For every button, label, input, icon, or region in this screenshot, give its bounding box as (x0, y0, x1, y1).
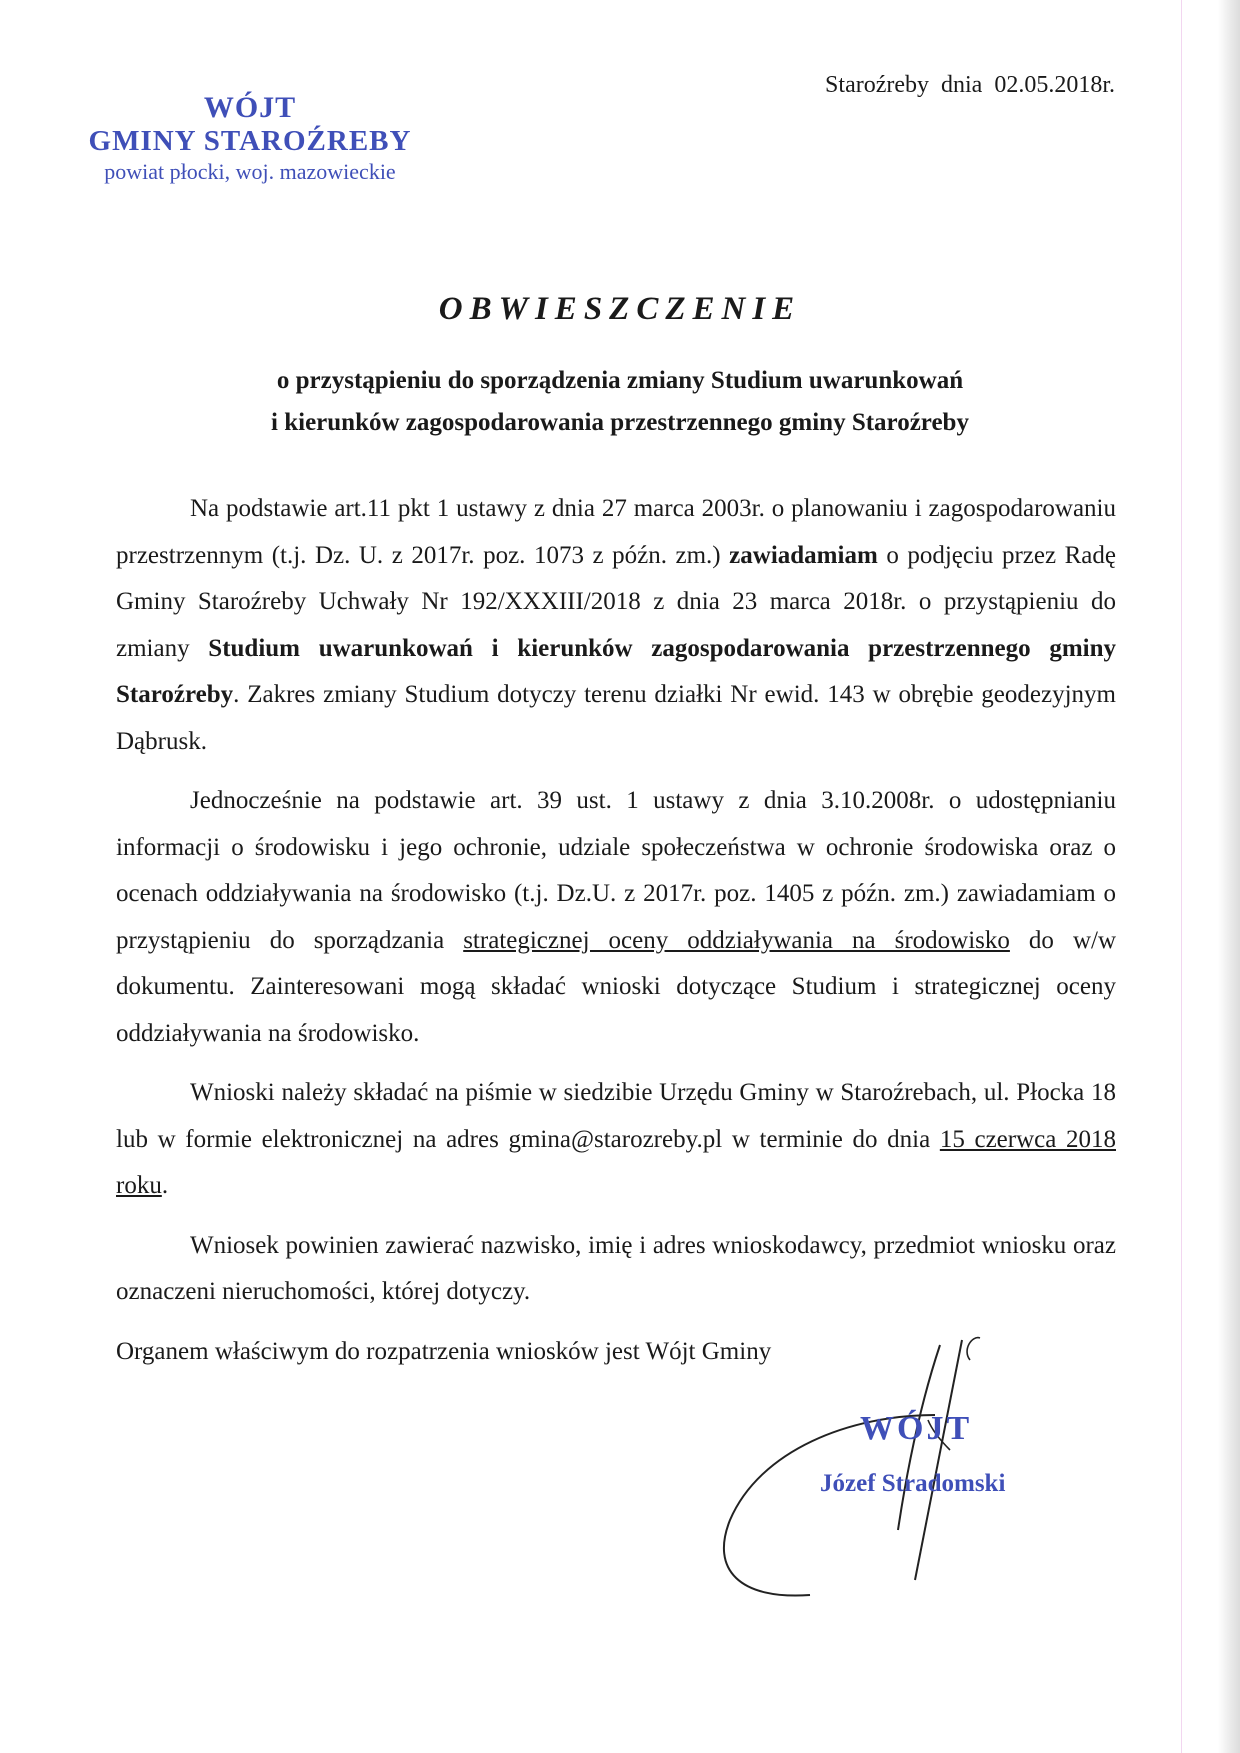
document-subtitle (0, 360, 1240, 444)
p2-underlined-assessment: strategicznej oceny oddziaływania na środowisko (463, 926, 1010, 954)
p1-bold-study: Studium uwarunkowań i kierunków zagospodarowania przestrzennego gminy Staroźreby (116, 634, 1116, 708)
paragraph-1 (116, 486, 1116, 765)
p3-underlined-deadline: 15 czerwca 2018 roku (116, 1125, 1116, 1199)
subtitle-line-1: o przystąpieniu do sporządzenia zmiany Studium uwarunkowań (276, 367, 964, 394)
signature-title: WÓJT (860, 1410, 973, 1447)
scan-edge-line (1181, 0, 1182, 1753)
paragraph-4: Wniosek powinien zawierać nazwisko, imię i adres wnioskodawcy, przedmiot wniosku oraz oznaczeni nieruchomości, której dotyczy. (116, 1231, 1116, 1305)
p1-text-c: o podjęciu przez Radę Gminy Staroźreby Uchwały Nr 192/XXXIII/2018 z dnia 23 marca 2018r. o przystąpieniu do zmiany (116, 541, 1116, 662)
p1-text-e: . Zakres zmiany Studium dotyczy terenu działki Nr ewid. 143 w obrębie geodezyjnym Dąbrusk. (116, 681, 1116, 755)
paragraph-5: Organem właściwym do rozpatrzenia wniosków jest Wójt Gminy (116, 1337, 772, 1365)
p2-text-a: Jednocześnie na podstawie art. 39 ust. 1 ustawy z dnia 3.10.2008r. o udostępnianiu informacji o środowisku i jego ochronie, udziale społeczeństwa w ochronie środowiska oraz o ocenach oddziaływania na środowisko (t.j. Dz.U. z 2017r. poz. 1405 z późn. zm.) zawiadamiam o przystąpieniu do sporządzania (116, 787, 1116, 954)
paragraph-2 (116, 778, 1116, 1057)
signature-block (700, 1330, 1060, 1620)
stamp-line-3: powiat płocki, woj. mazowieckie (104, 159, 396, 184)
p2-text-c: do w/w dokumentu. Zainteresowani mogą składać wnioski dotyczące Studium i strategicznej oceny oddziaływania na środowisko. (116, 926, 1116, 1047)
p1-text-a: Na podstawie art.11 pkt 1 ustawy z dnia 27 marca 2003r. o planowaniu i zagospodarowaniu przestrzennym (t.j. Dz. U. z 2017r. poz. 1073 z późn. zm.) (116, 495, 1116, 569)
p3-text-c: . (161, 1172, 169, 1199)
office-stamp (60, 92, 440, 186)
scan-edge-shadow (1218, 0, 1240, 1753)
stamp-line-2: GMINY STAROŹREBY (88, 125, 412, 157)
paragraph-3 (116, 1070, 1116, 1210)
signature-name: Józef Stradomski (820, 1470, 1006, 1497)
p1-bold-notice: zawiadamiam (729, 541, 878, 569)
document-title: OBWIESZCZENIE (438, 291, 802, 327)
p3-text-a: Wnioski należy składać na piśmie w siedzibie Urzędu Gminy w Staroźrebach, ul. Płocka 18 lub w formie elektronicznej na adres gmina@starozreby.pl w terminie do dnia (116, 1079, 1116, 1153)
stamp-line-1: WÓJT (203, 91, 297, 124)
document-date: Staroźreby dnia 02.05.2018r. (825, 72, 1115, 98)
document-body (116, 486, 1116, 1388)
subtitle-line-2: i kierunków zagospodarowania przestrzennego gminy Staroźreby (271, 409, 969, 436)
